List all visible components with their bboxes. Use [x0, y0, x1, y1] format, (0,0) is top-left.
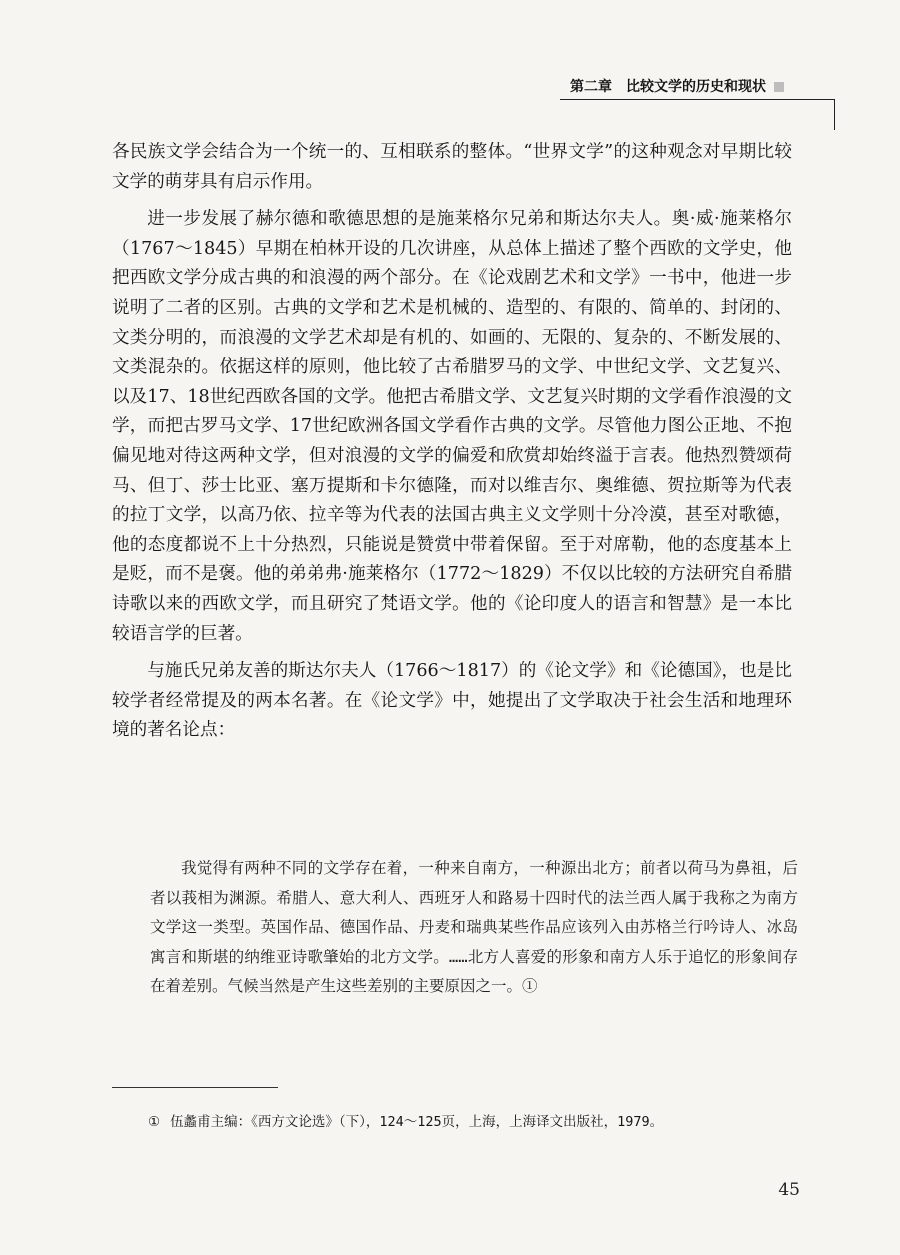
paragraph-schlegel: 进一步发展了赫尔德和歌德思想的是施莱格尔兄弟和斯达尔夫人。奥·威·施莱格尔（1767～1845）早期在柏林开设的几次讲座，从总体上描述了整个西欧的文学史，他把西欧文学分成古典的和浪漫的两个部分。在《论戏剧艺术和文学》一书中，他进一步说明了二者的区别。古典的文学和艺术是机械的、造型的、有限的、简单的、封闭的、文类分明的，而浪漫的文学艺术却是有机的、如画的、无限的、复杂的、不断发展的、文类混杂的。依据这样的原则，他比较了古希腊罗马的文学、中世纪文学、文艺复兴、以及17、18世纪西欧各国的文学。他把古希腊文学、文艺复兴时期的文学看作浪漫的文学，而把古罗马文学、17世纪欧洲各国文学看作古典的文学。尽管他力图公正地、不抱偏见地对待这两种文学，但对浪漫的文学的偏爱和欣赏却始终溢于言表。他热烈赞颂荷马、但丁、莎士比亚、塞万提斯和卡尔德隆，而对以维吉尔、奥维德、贺拉斯等为代表的拉丁文学，以高乃依、拉辛等为代表的法国古典主义文学则十分冷漠，甚至对歌德，他的态度都说不上十分热烈，只能说是赞赏中带着保留。至于对席勒，他的态度基本上是贬，而不是褒。他的弟弟弗·施莱格尔（1772～1829）不仅以比较的方法研究自希腊诗歌以来的西欧文学，而且研究了梵语文学。他的《论印度人的语言和智慧》是一本比较语言学的巨著。: [112, 209, 792, 644]
block-quote: 我觉得有两种不同的文学存在着，一种来自南方，一种源出北方；前者以荷马为鼻祖，后者以莪相为渊源。希腊人、意大利人、西班牙人和路易十四时代的法兰西人属于我称之为南方文学这一类型。英国作品、德国作品、丹麦和瑞典某些作品应该列入由苏格兰行吟诗人、冰岛寓言和斯堪的纳维亚诗歌肇始的北方文学。……北方人喜爱的形象和南方人乐于追忆的形象间存在着差别。气候当然是产生这些差别的主要原因之一。①: [150, 859, 798, 995]
footnote: [112, 1108, 802, 1136]
paragraph-continued: 各民族文学会结合为一个统一的、互相联系的整体。“世界文学”的这种观念对早期比较文学的萌芽具有启示作用。: [112, 142, 792, 192]
main-text: [112, 138, 792, 746]
chapter-title: 比较文学的历史和现状: [626, 79, 766, 95]
header-vertical-rule: [834, 99, 835, 130]
paragraph-stael: 与施氏兄弟友善的斯达尔夫人（1766～1817）的《论文学》和《论德国》，也是比较学者经常提及的两本名著。在《论文学》中，她提出了文学取决于社会生活和地理环境的著名论点：: [112, 661, 792, 741]
header-ornament: [774, 82, 784, 92]
footnote-text: 伍蠡甫主编：《西方文论选》（下），124～125页，上海，上海译文出版社，1979。: [170, 1114, 664, 1130]
chapter-label: 第二章: [570, 79, 612, 95]
footnote-rule: [112, 1087, 278, 1088]
header-rule: [560, 99, 835, 100]
running-header: [570, 76, 820, 98]
page-number: 45: [778, 1180, 800, 1200]
footnote-mark: ①: [148, 1114, 161, 1130]
